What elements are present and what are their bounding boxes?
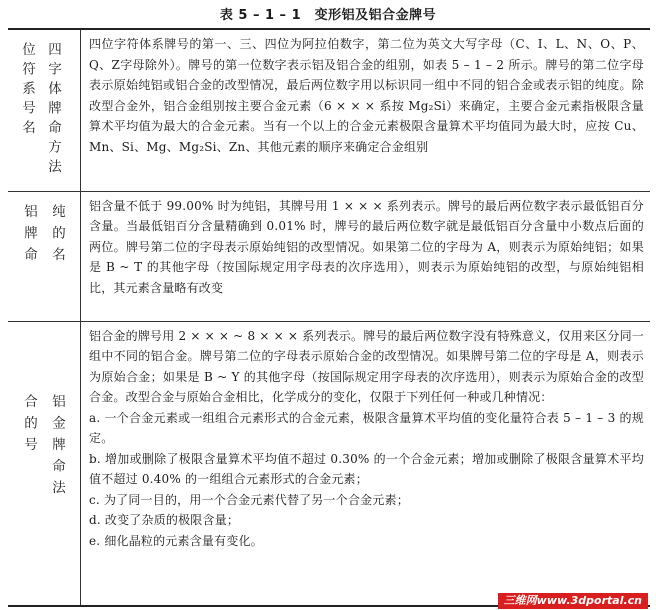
row-label-col1: 铝金牌命法 <box>49 393 65 501</box>
content-item: a. 一个合金元素或一组组合元素形式的合金元素，极限含量算术平均值的变化量符合表 5 – 1 – 3 的规定。 <box>89 410 644 445</box>
site-watermark: 三维网www.3dportal.cn <box>498 593 648 609</box>
row-label-col1: 四字体牌命方法 <box>45 42 61 179</box>
row-content: 铝含量不低于 99.00% 时为纯铝，其牌号用 1 × × × 系列表示。牌号的最后两位数字表示最低铝百分含量。当最低铝百分含量精确到 0.01% 时，牌号的最后两位数字就是最低铝百分含量中小数点后面的两位。牌号第二位的字母表示原始纯铝的改型情况。如果第二位的字母为 A，则表示为原始纯铝；如果是 B ~ T 的其他字母（按国际规定用字母表的次序选用），则表示为原始纯铝的改型，与原始纯铝相比，其元素含量略有改变 <box>81 191 651 321</box>
table-row <box>8 191 650 321</box>
content-paragraph: 铝合金的牌号用 2 × × × ~ 8 × × × 系列表示。牌号的最后两位数字没有特殊意义，仅用来区分同一组中不同的铝合金。牌号第二位的字母表示原始合金的改型情况。如果牌号第二位的字母是 A，则表示为原始合金；如果是 B ~ Y 的其他字母（按国际规定用字母表的次序选用），则表示为原始合金的改型合金。改型合金与原始合金相比，化学成分的变化，仅限于下列任何一种或几种情况： <box>89 328 644 404</box>
row-label-col2: 位符系号名 <box>19 42 35 140</box>
table-row <box>8 321 650 606</box>
content-item: e. 细化晶粒的元素含量有变化。 <box>89 533 263 548</box>
content-item: c. 为了同一目的，用一个合金元素代替了另一个合金元素； <box>89 492 409 507</box>
content-item: d. 改变了杂质的极限含量； <box>89 513 240 527</box>
row-label-col2: 合的号 <box>21 393 37 458</box>
table-title: 表 5 – 1 – 1 变形铝及铝合金牌号 <box>219 8 437 23</box>
row-label-col1: 纯的名 <box>49 203 65 268</box>
row-label-alloy <box>8 321 81 606</box>
row-label-four-char <box>8 29 81 191</box>
content-item: b. 增加或删除了极限含量算术平均值不超过 0.30% 的一个合金元素；增加或删除了极限含量算术平均值不超过 0.40% 的一组组合元素形式的合金元素； <box>89 451 644 486</box>
row-content <box>81 321 651 606</box>
table-row <box>8 29 650 191</box>
row-content: 四位字符体系牌号的第一、三、四位为阿拉伯数字，第二位为英文大写字母（C、I、L、N、O、P、Q、Z字母除外）。牌号的第一位数字表示铝及铝合金的组别，如表 5 – 1 – 2 所示。牌号的第二位字母表示原始纯铝或铝合金的改型情况，最后两位数字用以标识同一组中不同的铝合金或表示铝的纯度。除改型合金外，铝合金组别按主要合金元素（6 × × × 系按 Mg₂Si）来确定，主要合金元素指极限含量算术平均值为最大的合金元素。当有一个以上的合金元素极限含量算术平均值同为最大时，应按 Cu、Mn、Si、Mg、Mg₂Si、Zn、其他元素的顺序来确定合金组别 <box>89 37 644 154</box>
alloy-grade-table <box>8 28 650 607</box>
row-label-col2: 铝牌命 <box>21 203 37 268</box>
row-label-pure-al <box>8 191 81 321</box>
